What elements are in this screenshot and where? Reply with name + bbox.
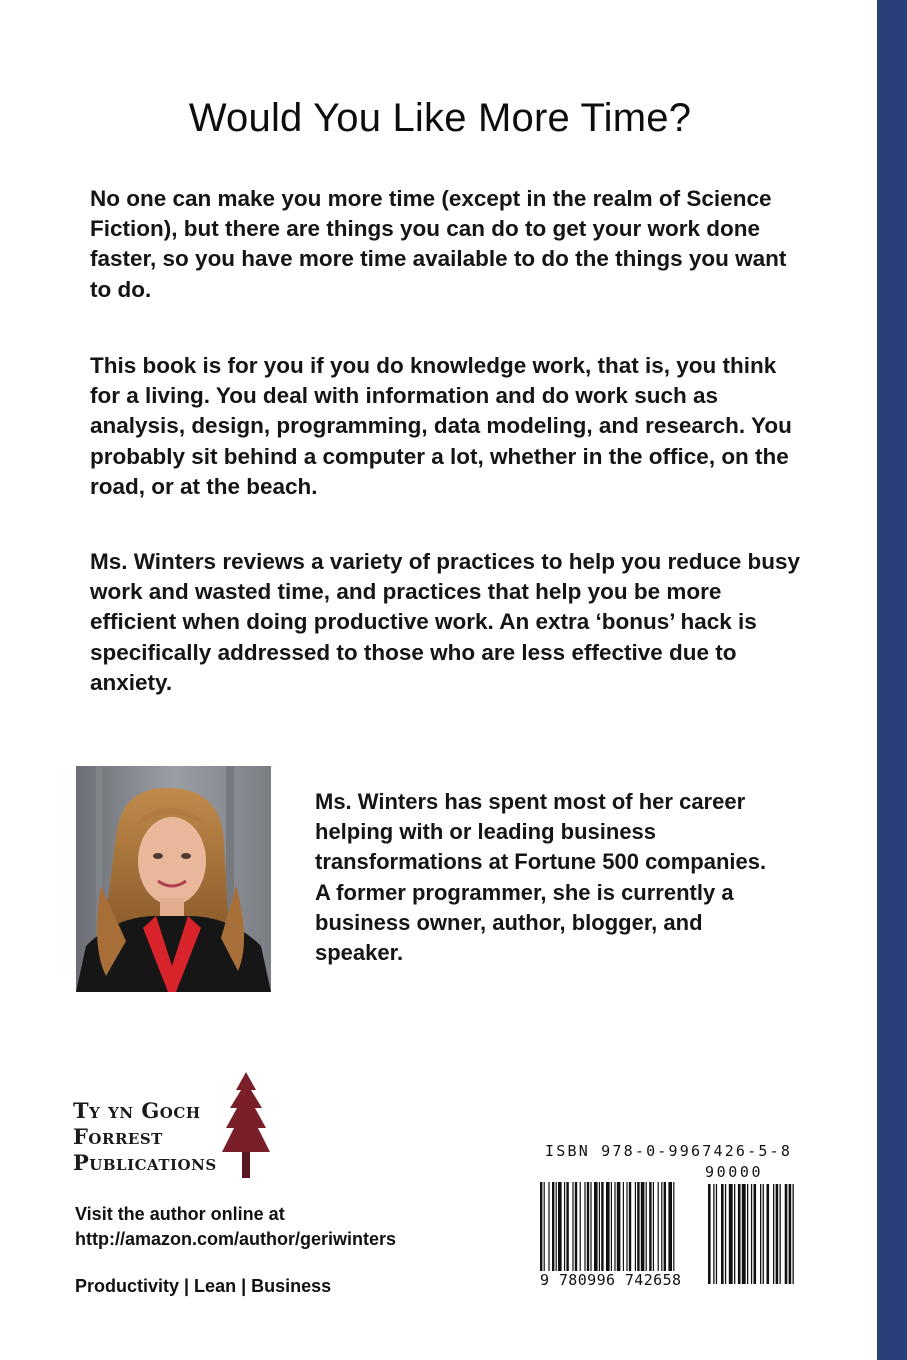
publisher-line-3: Publications xyxy=(73,1150,217,1175)
publisher-logo xyxy=(70,1072,290,1182)
isbn-barcode xyxy=(536,1142,798,1292)
page-title: Would You Like More Time? xyxy=(188,96,692,140)
publisher-line-1: Ty yn Goch xyxy=(73,1098,201,1123)
author-photo xyxy=(76,766,271,992)
author-url-link[interactable]: http://amazon.com/author/geriwinters xyxy=(75,1229,397,1249)
audience-paragraph: This book is for you if you do knowledge work, that is, you think for a living. You deal with information and do work such as analysis, design, programming, data modeling, and research. You probably sit behind a computer a lot, whether in the office, on the road, or at the beach. xyxy=(90,353,792,499)
ean-number: 9 780996 742658 xyxy=(540,1271,682,1289)
isbn-label: ISBN 978-0-9967426-5-8 xyxy=(545,1142,793,1160)
barcode-addon-number: 90000 xyxy=(705,1163,764,1181)
summary-paragraph: Ms. Winters reviews a variety of practices to help you reduce busy work and wasted time, and practices that help you be more efficient when doing productive work. An extra ‘bonus’ hack is specifically addressed to those who are less effective due to anxiety. xyxy=(90,549,801,695)
publisher-line-2: Forrest xyxy=(73,1124,163,1149)
category-list: Productivity | Lean | Business xyxy=(75,1276,332,1296)
book-spine-edge xyxy=(877,0,907,1360)
author-bio: Ms. Winters has spent most of her career helping with or leading business transformations at Fortune 500 companies. A former programmer, she is currently a business owner, author, blogger, and speaker. xyxy=(315,789,767,966)
pine-tree-icon xyxy=(220,1072,272,1180)
author-portrait-icon xyxy=(76,766,271,992)
intro-paragraph: No one can make you more time (except in the realm of Science Fiction), but there are things you can do to get your work done faster, so you have more time available to do the things you want to do. xyxy=(90,186,787,302)
visit-label: Visit the author online at xyxy=(75,1204,285,1224)
